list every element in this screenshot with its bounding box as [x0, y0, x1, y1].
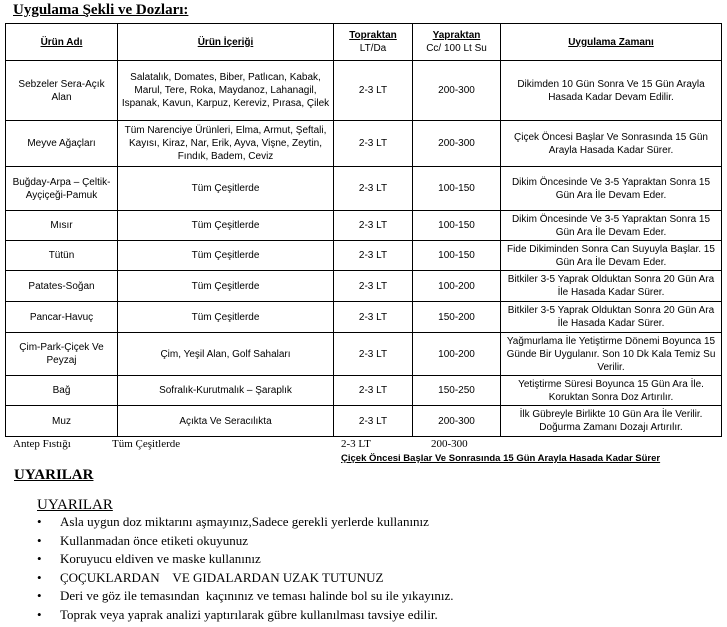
header-leaf-title: Yapraktan	[432, 30, 481, 41]
bullet-icon: •	[37, 588, 42, 603]
row-soil: 2-3 LT	[334, 333, 413, 376]
row-content: Tüm Çeşitlerde	[118, 271, 334, 302]
row-timing: İlk Gübreyle Birlikte 10 Gün Ara İle Verilir. Doğurma Zamanı Dozajı Artırılır.	[501, 406, 722, 437]
row-soil: 2-3 LT	[334, 406, 413, 437]
row-soil: 2-3 LT	[334, 61, 413, 121]
bullet-icon: •	[37, 569, 42, 585]
table-row	[6, 121, 722, 167]
row-name: Meyve Ağaçları	[6, 121, 118, 167]
header-product-name: Ürün Adı	[6, 24, 118, 61]
bullet-icon: •	[37, 532, 42, 548]
bullet-icon: •	[37, 551, 42, 566]
warning-item	[0, 532, 454, 551]
row-content: Açıkta Ve Seracılıkta	[118, 406, 334, 437]
bullet-icon: •	[37, 514, 42, 529]
row-timing: Bitkiler 3-5 Yaprak Olduktan Sonra 20 Gün Ara İle Hasada Kadar Sürer.	[501, 302, 722, 333]
warning-text: Deri ve göz ile temasından kaçınınız ve teması halinde bol su ile yıkayınız.	[60, 588, 454, 603]
page-title: Uygulama Şekli ve Dozları:	[13, 2, 189, 18]
row-timing: Dikim Öncesinde Ve 3-5 Yapraktan Sonra 15 Gün Ara İle Devam Eder.	[501, 211, 722, 241]
row-leaf: 200-300	[413, 61, 501, 121]
header-soil	[334, 24, 413, 61]
row-name: Buğday-Arpa – Çeltik- Ayçiçeği-Pamuk	[6, 167, 118, 211]
row-leaf: 200-300	[413, 406, 501, 437]
row-leaf: 100-150	[413, 167, 501, 211]
table-row	[6, 61, 722, 121]
warning-text: ÇOÇUKLARDAN VE GIDALARDAN UZAK TUTUNUZ	[60, 569, 384, 585]
warning-item	[0, 569, 454, 588]
row-leaf: 100-150	[413, 241, 501, 271]
warning-text: Asla uygun doz miktarını aşmayınız,Sadece gerekli yerlerde kullanınız	[60, 514, 429, 529]
extra-row-timing: Çiçek Öncesi Başlar Ve Sonrasında 15 Gün Arayla Hasada Kadar Sürer	[341, 453, 661, 464]
row-content: Sofralık-Kurutmalık – Şaraplık	[118, 376, 334, 406]
extra-row-name: Antep Fıstığı	[13, 438, 71, 450]
row-timing: Fide Dikiminden Sonra Can Suyuyla Başlar. 15 Gün Ara İle Devam Eder.	[501, 241, 722, 271]
row-soil: 2-3 LT	[334, 121, 413, 167]
table-row	[6, 302, 722, 333]
row-timing: Dikim Öncesinde Ve 3-5 Yapraktan Sonra 15 Gün Ara İle Devam Eder.	[501, 167, 722, 211]
table-row	[6, 333, 722, 376]
row-name: Patates-Soğan	[6, 271, 118, 302]
bullet-icon: •	[37, 606, 42, 622]
row-leaf: 100-200	[413, 271, 501, 302]
row-name: Bağ	[6, 376, 118, 406]
row-timing: Bitkiler 3-5 Yaprak Olduktan Sonra 20 Gün Ara İle Hasada Kadar Sürer.	[501, 271, 722, 302]
row-soil: 2-3 LT	[334, 302, 413, 333]
header-leaf	[413, 24, 501, 61]
dosage-table	[5, 23, 722, 437]
row-name: Çim-Park-Çiçek Ve Peyzaj	[6, 333, 118, 376]
row-content: Tüm Narenciye Ürünleri, Elma, Armut, Şeftali, Kayısı, Kiraz, Nar, Erik, Ayva, Vişne, Zeytin, Fındık, Badem, Ceviz	[118, 121, 334, 167]
row-soil: 2-3 LT	[334, 211, 413, 241]
warning-item	[0, 587, 454, 606]
warning-item	[0, 550, 454, 569]
header-timing: Uygulama Zamanı	[501, 24, 722, 61]
extra-row-soil: 2-3 LT	[341, 438, 371, 450]
row-name: Mısır	[6, 211, 118, 241]
warnings-subheading: UYARILAR	[37, 497, 113, 513]
row-soil: 2-3 LT	[334, 241, 413, 271]
warnings-list	[0, 513, 454, 624]
warning-text: Koruyucu eldiven ve maske kullanınız	[60, 551, 261, 566]
row-soil: 2-3 LT	[334, 167, 413, 211]
row-content: Tüm Çeşitlerde	[118, 211, 334, 241]
header-soil-title: Topraktan	[349, 30, 397, 41]
warning-text: Kullanmadan önce etiketi okuyunuz	[60, 532, 249, 548]
table-row	[6, 211, 722, 241]
row-leaf: 100-200	[413, 333, 501, 376]
row-content: Tüm Çeşitlerde	[118, 241, 334, 271]
row-name: Tütün	[6, 241, 118, 271]
row-name: Sebzeler Sera-Açık Alan	[6, 61, 118, 121]
row-name: Muz	[6, 406, 118, 437]
row-content: Tüm Çeşitlerde	[118, 302, 334, 333]
row-timing: Yağmurlama İle Yetiştirme Dönemi Boyunca 15 Günde Bir Uygulanır. Son 10 Dk Kala Temiz Su Verilir.	[501, 333, 722, 376]
header-leaf-unit: Cc/ 100 Lt Su	[426, 43, 487, 54]
table-row	[6, 376, 722, 406]
row-leaf: 150-200	[413, 302, 501, 333]
header-content: Ürün İçeriği	[118, 24, 334, 61]
row-timing: Çiçek Öncesi Başlar Ve Sonrasında 15 Gün Arayla Hasada Kadar Sürer.	[501, 121, 722, 167]
row-leaf: 200-300	[413, 121, 501, 167]
warning-text: Toprak veya yaprak analizi yaptırılarak gübre kullanılması tavsiye edilir.	[60, 606, 438, 622]
extra-row-content: Tüm Çeşitlerde	[112, 438, 181, 450]
table-header-row	[6, 24, 722, 61]
header-soil-unit: LT/Da	[359, 43, 387, 54]
row-timing: Yetiştirme Süresi Boyunca 15 Gün Ara İle. Koruktan Sonra Doz Artırılır.	[501, 376, 722, 406]
warning-item	[0, 606, 454, 625]
row-leaf: 150-250	[413, 376, 501, 406]
row-name: Pancar-Havuç	[6, 302, 118, 333]
warnings-heading: UYARILAR	[14, 467, 94, 483]
table-row	[6, 406, 722, 437]
table-row	[6, 241, 722, 271]
table-row	[6, 271, 722, 302]
warning-item	[0, 513, 454, 532]
table-row	[6, 167, 722, 211]
row-leaf: 100-150	[413, 211, 501, 241]
row-timing: Dikimden 10 Gün Sonra Ve 15 Gün Arayla Hasada Kadar Devam Edilir.	[501, 61, 722, 121]
row-soil: 2-3 LT	[334, 271, 413, 302]
row-content: Çim, Yeşil Alan, Golf Sahaları	[118, 333, 334, 376]
row-content: Tüm Çeşitlerde	[118, 167, 334, 211]
extra-row-leaf: 200-300	[431, 438, 468, 450]
row-soil: 2-3 LT	[334, 376, 413, 406]
row-content: Salatalık, Domates, Biber, Patlıcan, Kabak, Marul, Tere, Roka, Maydanoz, Lahanagil, Ispanak, Kavun, Karpuz, Kereviz, Pırasa, Çilek	[118, 61, 334, 121]
